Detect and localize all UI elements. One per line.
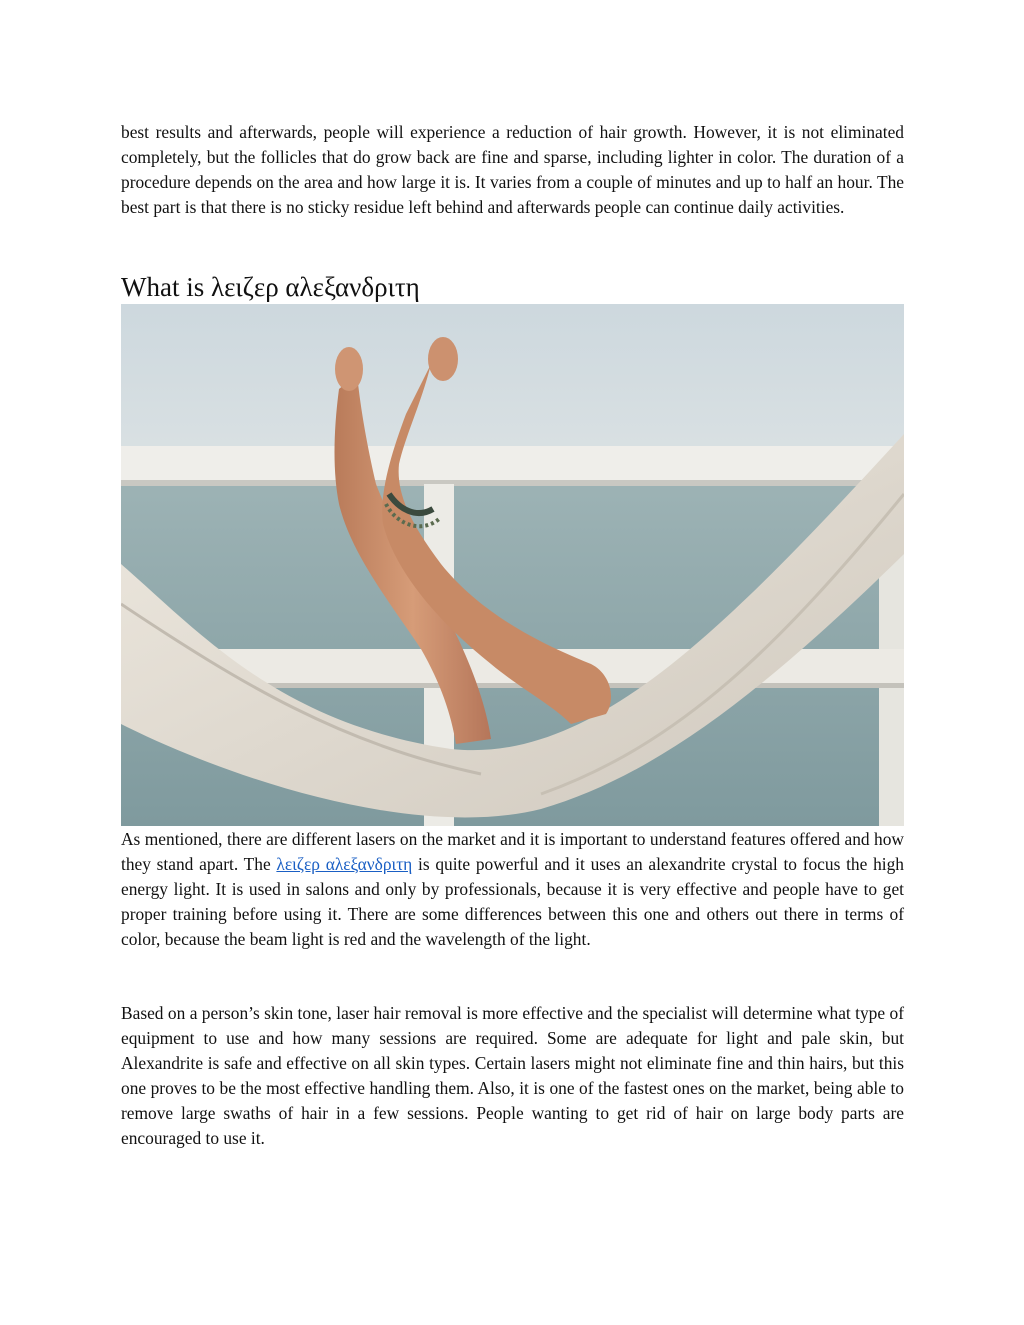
paragraph-2-text-end: is quite powerful and it uses an alexandrite crystal to focus the high energy light. It is used in salons and only by professionals, because it is very effective and people have to get proper training before using it. There are some differences between this one and others out there in terms of color, because the beam light is red and the wavelength of the light. xyxy=(121,854,904,949)
body-paragraph-3: Based on a person’s skin tone, laser hair removal is more effective and the specialist will determine what type of equipment to use and how many sessions are required. Some are adequate for light and pale skin, but Alexandrite is safe and effective on all skin types. Certain lasers might not eliminate fine and thin hairs, but this one proves to be the most effective handling them. Also, it is one of the fastest ones on the market, being able to remove large swaths of hair in a few sessions. People wanting to get rid of hair on large body parts are encouraged to use it. xyxy=(121,1003,904,1148)
alexandrite-laser-link[interactable]: λειζερ αλεξανδριτη xyxy=(276,854,413,874)
section-heading: What is λειζερ αλεξανδριτη xyxy=(121,272,420,302)
hammock-legs-photo xyxy=(121,304,904,826)
body-paragraph-2 xyxy=(121,827,904,952)
paragraph-2-text-start: As mentioned, there are different lasers on the market and it is important to understand features offered and how they stand apart. The xyxy=(121,829,904,874)
body-paragraph-1: best results and afterwards, people will experience a reduction of hair growth. However, it is not eliminated completely, but the follicles that do grow back are fine and sparse, including lighter in color. The duration of a procedure depends on the area and how large it is. It varies from a couple of minutes and up to half an hour. The best part is that there is no sticky residue left behind and afterwards people can continue daily activities. xyxy=(121,122,904,217)
